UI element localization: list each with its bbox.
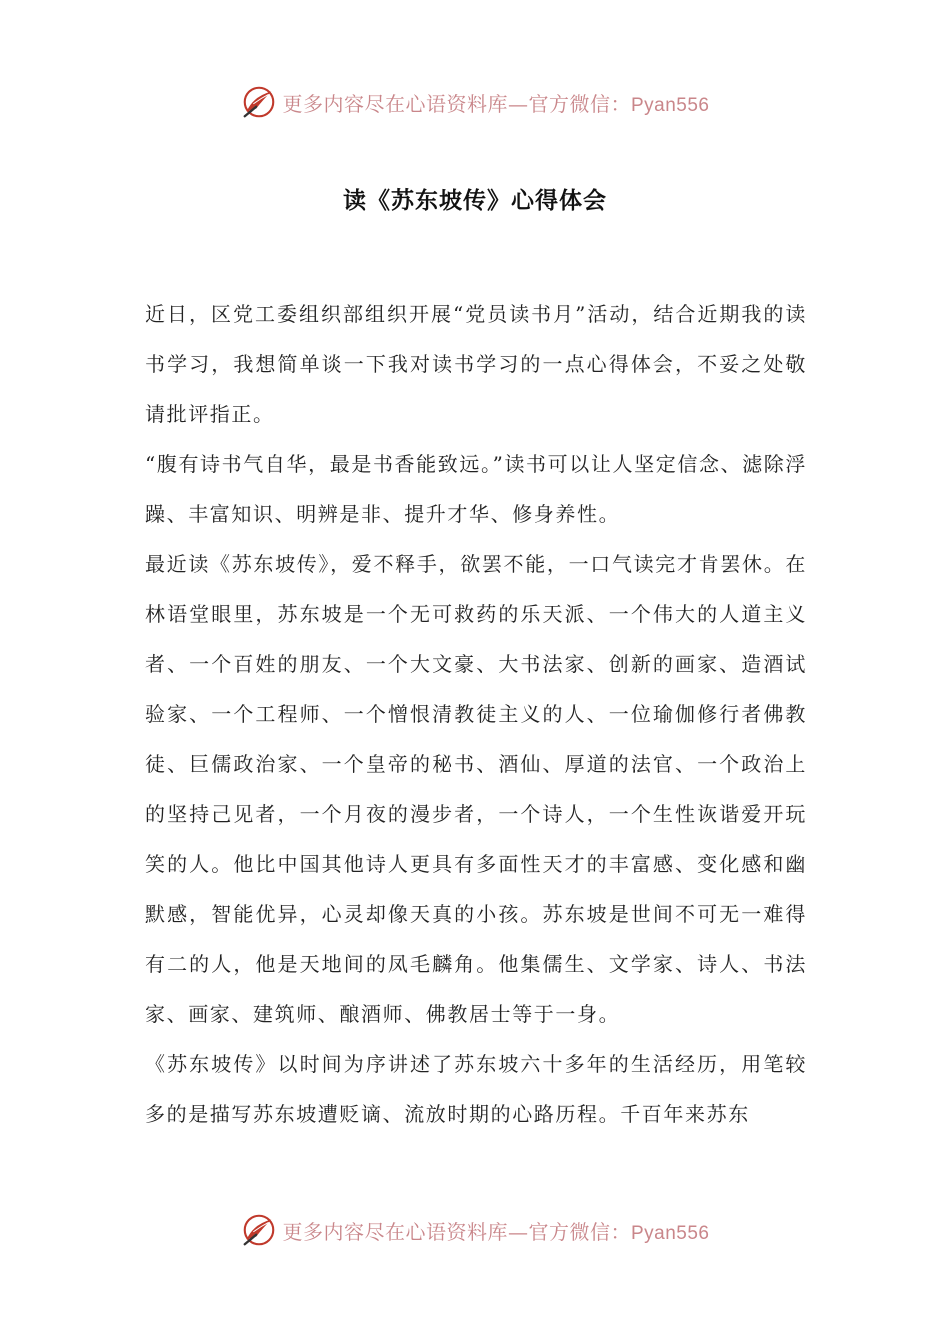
document-title: 读《苏东坡传》心得体会 (343, 187, 607, 214)
paragraph-biography: 《苏东坡传》以时间为序讲述了苏东坡六十多年的生活经历，用笔较多的是描写苏东坡遭贬谪、流放时期的心路历程。千百年来苏东 (145, 1052, 807, 1126)
header-watermark (0, 80, 950, 124)
pen-logo-icon (240, 83, 278, 121)
watermark-text: 更多内容尽在心语资料库—官方微信：Pyan556 (282, 1219, 710, 1244)
document-body (145, 289, 807, 1139)
watermark-text: 更多内容尽在心语资料库—官方微信：Pyan556 (282, 91, 710, 116)
pen-logo-icon (240, 1211, 278, 1249)
paragraph-intro: 近日，区党工委组织部组织开展“党员读书月”活动，结合近期我的读书学习，我想简单谈一下我对读书学习的一点心得体会，不妥之处敬请批评指正。 (145, 302, 807, 426)
footer-watermark (0, 1208, 950, 1252)
paragraph-quote: “腹有诗书气自华，最是书香能致远。”读书可以让人坚定信念、滤除浮躁、丰富知识、明辨是非、提升才华、修身养性。 (145, 452, 807, 526)
paragraph-su-dongpo: 最近读《苏东坡传》，爱不释手，欲罢不能，一口气读完才肯罢休。在林语堂眼里，苏东坡是一个无可救药的乐天派、一个伟大的人道主义者、一个百姓的朋友、一个大文豪、大书法家、创新的画家、造酒试验家、一个工程师、一个憎恨清教徒主义的人、一位瑜伽修行者佛教徒、巨儒政治家、一个皇帝的秘书、酒仙、厚道的法官、一个政治上的坚持己见者，一个月夜的漫步者，一个诗人，一个生性诙谐爱开玩笑的人。他比中国其他诗人更具有多面性天才的丰富感、变化感和幽默感，智能优异，心灵却像天真的小孩。苏东坡是世间不可无一难得有二的人，他是天地间的凤毛麟角。他集儒生、文学家、诗人、书法家、画家、建筑师、酿酒师、佛教居士等于一身。 (145, 552, 807, 1026)
